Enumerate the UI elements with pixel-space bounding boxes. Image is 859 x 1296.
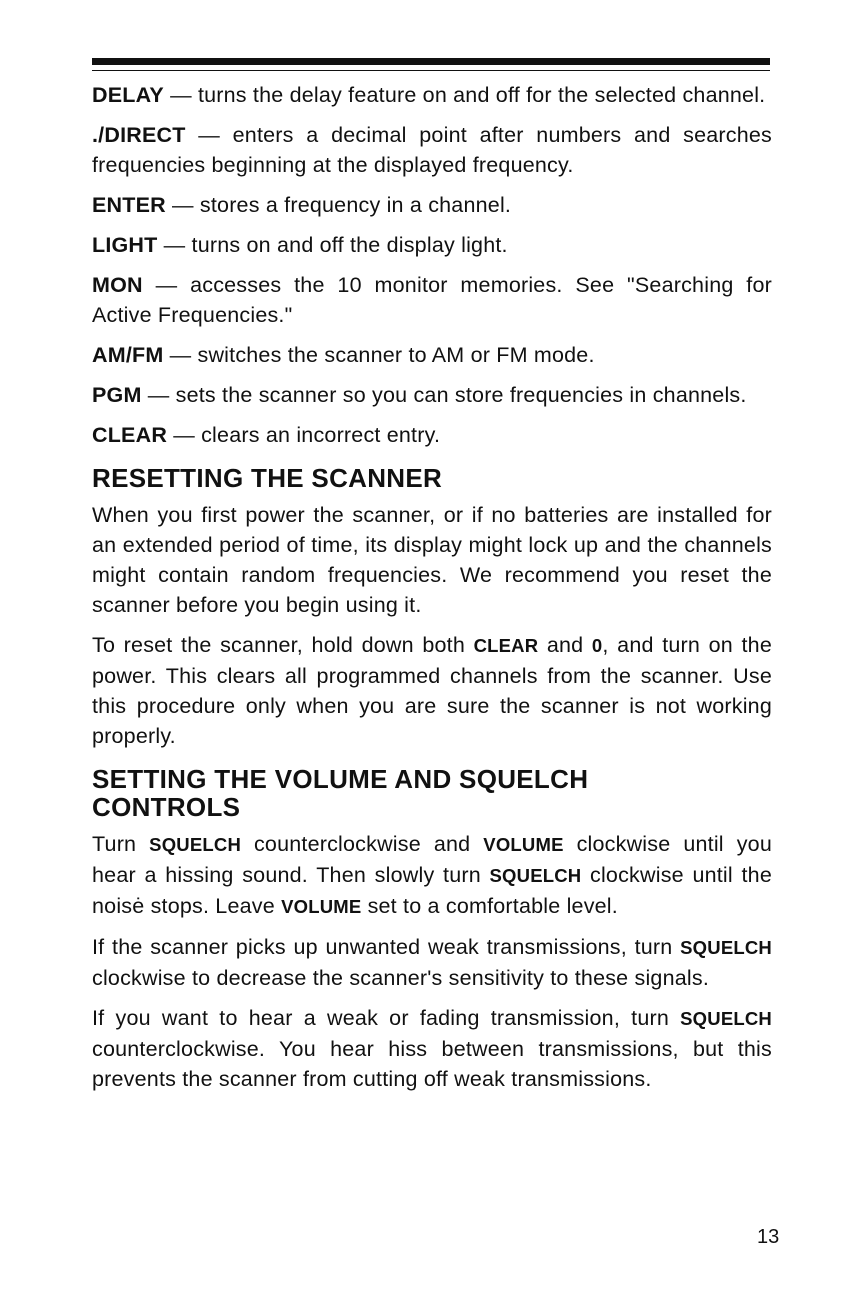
- volume-paragraph-2: If the scanner picks up unwanted weak transmissions, turn SQUELCH clockwise to decrease the scanner's sensitivity to these signals.: [92, 935, 772, 990]
- def-enter: ENTER — stores a frequency in a channel.: [92, 193, 512, 217]
- top-rule-thick: [92, 58, 770, 65]
- def-text: stores a frequency in a channel.: [199, 193, 512, 217]
- volume-paragraph-1: Turn SQUELCH counterclockwise and VOLUME clockwise until you hear a hissing sound. Then slowly turn SQUELCH clockwise until the noisė stops. Leave VOLUME set to a comfortable level.: [92, 832, 773, 918]
- def-key: LIGHT: [92, 233, 158, 257]
- page-number: 13: [757, 1226, 780, 1248]
- def-amfm: AM/FM — switches the scanner to AM or FM mode.: [92, 343, 595, 367]
- def-text: sets the scanner so you can store frequencies in channels.: [175, 383, 747, 407]
- reset-heading: RESETTING THE SCANNER: [92, 463, 443, 493]
- def-mon: MON — accesses the 10 monitor memories. See "Searching for Active Frequencies.": [92, 273, 772, 327]
- keyword: SQUELCH: [149, 834, 242, 855]
- def-text: turns on and off the display light.: [191, 233, 508, 257]
- def-text: accesses the 10 monitor memories. See "Searching for Active Frequencies.": [92, 273, 772, 327]
- def-key: ENTER: [92, 193, 166, 217]
- keyword: VOLUME: [281, 896, 362, 917]
- volume-paragraph-3: If you want to hear a weak or fading transmission, turn SQUELCH counterclockwise. You hear hiss between transmissions, but this prevents the scanner from cutting off weak transmissions.: [92, 1006, 772, 1091]
- top-rule-thin: [92, 70, 770, 71]
- keyword: CLEAR: [473, 635, 539, 656]
- def-text: turns the delay feature on and off for the selected channel.: [197, 83, 766, 107]
- keyword: SQUELCH: [489, 865, 582, 886]
- def-direct: ./DIRECT — enters a decimal point after numbers and searches frequencies beginning at the displayed frequency.: [92, 123, 773, 177]
- def-light: LIGHT — turns on and off the display light.: [92, 233, 508, 257]
- keyword: VOLUME: [483, 834, 564, 855]
- def-key: AM/FM: [92, 343, 164, 367]
- def-delay: DELAY — turns the delay feature on and off for the selected channel.: [92, 83, 766, 107]
- reset-paragraph-1: When you first power the scanner, or if no batteries are installed for an extended period of time, its display might lock up and the channels might contain random frequencies. We recommend you reset the scanner before you begin using it.: [92, 503, 772, 617]
- def-text: switches the scanner to AM or FM mode.: [197, 343, 595, 367]
- def-pgm: PGM — sets the scanner so you can store frequencies in channels.: [92, 383, 747, 407]
- keyword: SQUELCH: [680, 1008, 772, 1029]
- def-key: CLEAR: [92, 423, 168, 447]
- def-text: enters a decimal point after numbers and searches frequencies beginning at the displayed frequency.: [92, 123, 773, 177]
- reset-paragraph-2: To reset the scanner, hold down both CLEAR and 0, and turn on the power. This clears all programmed channels from the scanner. Use this procedure only when you are sure the scanner is not working properly.: [92, 633, 772, 748]
- def-key: ./DIRECT: [92, 123, 186, 147]
- volume-heading: SETTING THE VOLUME AND SQUELCH CONTROLS: [92, 764, 589, 822]
- def-key: PGM: [92, 383, 142, 407]
- def-key: DELAY: [92, 83, 164, 107]
- page-content: [92, 80, 772, 1104]
- keyword: 0: [591, 635, 603, 656]
- def-clear: CLEAR — clears an incorrect entry.: [92, 423, 441, 447]
- def-text: clears an incorrect entry.: [201, 423, 441, 447]
- def-key: MON: [92, 273, 143, 297]
- keyword: SQUELCH: [680, 937, 772, 958]
